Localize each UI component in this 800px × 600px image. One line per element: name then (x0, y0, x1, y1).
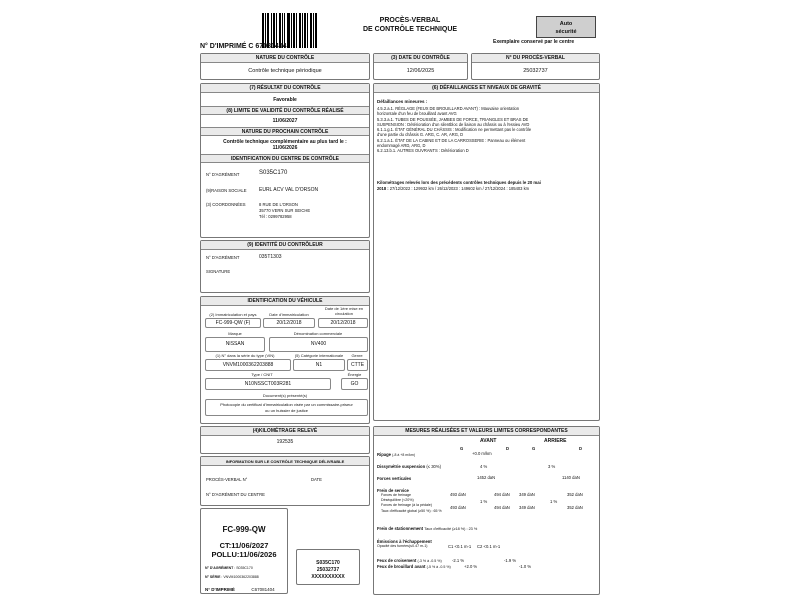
croisement-g: -2.1 % (452, 558, 465, 563)
stationnement-label: Frein de stationnement (377, 526, 424, 531)
ripage-limit: (-8 à +8 m/km) (392, 453, 415, 457)
delivrable-centre-label: N° D'AGRÉMENT DU CENTRE (206, 492, 265, 497)
nature-controle-value: Contrôle technique périodique (248, 68, 322, 74)
emissions-label: Émissions à l'échappement (377, 539, 432, 544)
km-history-year: 2018 : (377, 186, 389, 191)
type-cnit-value: N10NSSCT003R281 (205, 378, 331, 390)
centre-raison-value: EURL ACV VAL D'ORSON (259, 187, 319, 193)
defaillance-line: 6.2.13.b.1. AUTRES OUVRANTS : Détérioration D (377, 148, 469, 154)
prochain-controle-title: NATURE DU PROCHAIN CONTRÔLE (201, 127, 369, 136)
kilometrage-value: 192535 (276, 439, 294, 445)
controleur-signature-label: SIGNATURE (206, 269, 231, 274)
date-controle-box (373, 53, 468, 80)
marque-label: Marque (228, 331, 242, 336)
stamp-line-1: Auto (559, 21, 573, 27)
type-cnit-label: Type / CNIT (251, 372, 273, 377)
freinage-pedale-arriere-g: 349 daN (519, 505, 535, 510)
immat-label: (2) Immatriculation et pays (209, 312, 257, 317)
brouillard-g: +2.0 % (464, 564, 478, 569)
arriere-header: ARRIERE (544, 438, 567, 444)
km-history-title: Kilométrages relevés lors des précédents contrôles techniques depuis le 20 mai (377, 180, 541, 185)
vin-value: VNVM1000362203888 (205, 359, 291, 371)
centre-address-line-1: 8 RUE DE L'ORSON (259, 202, 298, 207)
sticker-line-2: 25032737 (316, 567, 340, 573)
arriere-g-header: G (532, 446, 536, 451)
efficacite-globale: Taux d'efficacité global (≥50 %) : 65 % (381, 509, 442, 513)
delivrable-pv-label: PROCÈS-VERBAL N° (206, 477, 248, 482)
date-controle-value: 12/06/2025 (406, 68, 435, 74)
dissymetrie-avant: 4 % (480, 464, 488, 469)
stub-ct-date: CT:11/06/2027 (219, 541, 269, 550)
document-title (355, 16, 465, 34)
centre-agrement-value: S035C170 (259, 170, 288, 176)
immat-value: FC-999-QW (F) (205, 318, 261, 328)
centre-agrement-label: N° D'AGRÉMENT (206, 172, 240, 177)
validite-title: (8) LIMITE DE VALIDITÉ DU CONTRÔLE RÉALISÉ (201, 106, 369, 115)
proces-verbal-document (195, 10, 605, 595)
brouillard-limit: (-5 % à -0.5 %) (426, 565, 451, 569)
defaillance-line: endommagé ARD, ARG, D (377, 143, 426, 149)
defaillances-minor-title: Défaillances mineures : (377, 99, 428, 104)
validite-value: 11/06/2027 (272, 118, 298, 124)
title-line-1: PROCÈS-VERBAL (379, 17, 441, 24)
nature-controle-title: NATURE DU CONTRÔLE (201, 54, 369, 63)
documents-value (205, 399, 368, 416)
freinage-pedale-arriere-d: 352 daN (567, 505, 583, 510)
brouillard-label: Feux de brouillard avant (377, 564, 426, 569)
stub-agrement-value: S035C170 (236, 566, 253, 570)
frein-service-label: Frein de service (377, 488, 409, 493)
centre-coordonnees-label: (3) COORDONNÉES (206, 202, 246, 207)
stationnement-row (377, 526, 477, 532)
stub-agrement: N° D'AGRÉMENT : S035C170 (205, 566, 253, 570)
mesures-box (373, 426, 600, 595)
dissymetrie-row (377, 464, 441, 469)
defaillance-line: 6.2.1.a.1. ÉTAT DE LA CABINE ET DE LA CARROSSERIE : Panneau ou élément (377, 137, 526, 143)
kilometrage-title: (4)KILOMÉTRAGE RELEVÉ (201, 427, 369, 436)
desequilibre-avant: 1 % (480, 499, 488, 504)
ripage-row (377, 452, 415, 458)
stub-serie-label: N° SÉRIE (205, 575, 221, 579)
sticker-box (296, 549, 360, 585)
marque-value: NISSAN (205, 337, 265, 352)
stub-serie-value: VNVM1000362203888 (223, 575, 259, 579)
stub-pollu-date: POLLU:11/06/2026 (211, 550, 277, 559)
ripage-value: +0.0 m/km (472, 451, 492, 456)
delivrable-box (200, 456, 370, 506)
freinage-avant-g: 493 daN (450, 492, 466, 497)
forces-freinage-pedale-label: Forces de freinage (à la pédale) (381, 503, 432, 507)
documents-line-1: Photocopie du certificat d'immatriculation visée par un commissaire-priseur (220, 402, 353, 407)
controleur-box (200, 240, 370, 293)
centre-raison-label: (9)RAISON SOCIALE (206, 188, 247, 193)
date-immat-value: 20/12/2018 (263, 318, 315, 328)
forces-verticales-label: Forces verticales (377, 476, 412, 481)
freinage-avant-d: 494 daN (494, 492, 510, 497)
arriere-d-header: D (579, 446, 583, 451)
desequilibre-label: Déséquilibre (<20%) (381, 498, 414, 502)
centre-address-line-2: 35770 VERN SUR SEICHE (259, 208, 311, 213)
opacite-label: Opacité des fumées(≤0.47 m-1) (377, 544, 428, 548)
km-history-line (377, 186, 529, 192)
stationnement-value: Taux d'efficacité (≥18 %) : 23 % (424, 527, 478, 531)
energie-label: Énergie (347, 372, 362, 377)
genre-label: Genre (351, 353, 363, 358)
defaillance-line: 6.1.1.g.1. ÉTAT GÉNÉRAL DU CHÂSSIS : Modification ne permettant pas le contrôle (377, 127, 532, 133)
croisement-label: Feux de croisement (377, 558, 417, 563)
avant-header: AVANT (480, 438, 497, 444)
stub-imprime-value: C67081404 (251, 587, 275, 592)
vignette-stub (200, 508, 288, 594)
centre-title: IDENTIFICATION DU CENTRE DE CONTRÔLE (201, 154, 369, 163)
categorie-value: N1 (293, 359, 345, 371)
brouillard-row (377, 564, 451, 570)
date-circulation-value: 20/12/2018 (318, 318, 368, 328)
resultat-value: Favorable (273, 97, 297, 103)
croisement-limit: (-3 % à -0.5 %) (417, 559, 442, 563)
defaillance-line: 4.5.2.a.1. RÉGLAGE (FEUX DE BROUILLARD AVANT) : Mauvaise orientation (377, 106, 520, 111)
prochain-controle-line-1: Contrôle technique complémentaire au plus tard le : (223, 139, 347, 145)
date-circulation-label: Date de 1ère mise en circulation (324, 306, 364, 316)
dissymetrie-limit: (≤ 30%) (426, 464, 441, 469)
stamp-line-2: sécurité (555, 29, 577, 35)
categorie-label: (5) Catégorie internationale (294, 353, 344, 358)
denomination-value: NV400 (269, 337, 368, 352)
controleur-agrement-label: N° D'AGRÉMENT (206, 255, 240, 260)
vehicule-box (200, 296, 370, 424)
defaillances-title: (6) DÉFAILLANCES ET NIVEAUX DE GRAVITÉ (374, 84, 599, 93)
opacite-c2: C2 <0.1 m-1 (477, 544, 501, 549)
stub-imprime-label: N° D'IMPRIMÉ (205, 587, 235, 592)
forces-verticales-avant: 1452 daN (477, 475, 496, 480)
defaillance-line: d'une partie du châssis G. ARG, C. AR, ARG, D (377, 132, 464, 138)
dissymetrie-label: Dissymétrie suspension (377, 464, 426, 469)
centre-telephone: Tél : 0299782958 (259, 214, 292, 219)
controleur-title: (9) IDENTITÉ DU CONTRÔLEUR (201, 241, 369, 250)
delivrable-title: INFORMATION SUR LE CONTRÔLE TECHNIQUE DÉLIVRABLE (201, 457, 369, 466)
defaillances-list (377, 106, 599, 154)
energie-value: GO (341, 378, 368, 390)
freinage-pedale-avant-g: 493 daN (450, 505, 466, 510)
vin-label: (1) N° dans la série du type (VIN) (215, 353, 275, 358)
delivrable-date-label: DATE (311, 477, 322, 482)
resultat-title: (7) RÉSULTAT DU CONTRÔLE (201, 84, 369, 93)
freinage-pedale-avant-d: 494 daN (494, 505, 510, 510)
numero-pv-box (471, 53, 600, 80)
controleur-agrement-value: 035T1303 (259, 254, 282, 260)
mesures-title: MESURES RÉALISÉES ET VALEURS LIMITES CORRESPONDANTES (374, 427, 599, 436)
documents-label: Document(s) présenté(s) (262, 393, 308, 398)
print-number: N° D'IMPRIMÉ C 67081404 (200, 43, 287, 50)
sticker-line-3: XXXXXXXXXX (311, 574, 345, 580)
km-history-values: 27/12/2022 : 129932 km / 26/12/2023 : 149602 km / 27/12/2024 : 185403 km (389, 186, 530, 191)
denomination-label: Dénomination commerciale (293, 331, 343, 336)
stub-serie: N° SÉRIE : VNVM1000362203888 (205, 575, 259, 579)
stub-imprime (205, 587, 275, 592)
auto-securite-stamp (536, 16, 596, 38)
kilometrage-box (200, 426, 370, 454)
date-controle-title: (3) DATE DU CONTRÔLE (374, 54, 467, 63)
genre-value: CTTE (347, 359, 368, 371)
desequilibre-arriere: 1 % (550, 499, 558, 504)
documents-line-2: ou un huissier de justice (265, 407, 308, 413)
defaillance-line: horizontale d'un feu de brouillard avant AVG (377, 111, 457, 117)
numero-pv-title: N° DU PROCÈS-VERBAL (472, 54, 599, 63)
stub-plate: FC-999-QW (222, 525, 266, 534)
dissymetrie-arriere: 3 % (548, 464, 556, 469)
numero-pv-value: 25032737 (523, 68, 548, 74)
defaillance-line: SUSPENSION : Détérioration d'un silentbloc de liaison au châssis ou à l'essieu AVD (377, 121, 530, 127)
title-line-2: DE CONTRÔLE TECHNIQUE (362, 26, 458, 33)
defaillances-box (373, 83, 600, 421)
nature-controle-box (200, 53, 370, 80)
sticker-line-1: S035C170 (316, 560, 340, 566)
forces-freinage-label: Forces de freinage (381, 493, 411, 497)
vehicule-title: IDENTIFICATION DU VÉHICULE (201, 297, 369, 306)
resultat-centre-box (200, 83, 370, 238)
prochain-controle-line-2: 11/06/2026 (272, 145, 298, 151)
freinage-arriere-d: 352 daN (567, 492, 583, 497)
brouillard-d: -1.0 % (519, 564, 532, 569)
forces-verticales-arriere: 1140 daN (562, 475, 580, 480)
croisement-d: -1.9 % (504, 558, 517, 563)
copy-note: Exemplaire conservé par le centre (493, 39, 575, 45)
defaillance-line: 5.3.3.a.1. TUBES DE POUSSÉE, JAMBES DE FORCE, TRIANGLES ET BRAS DE (377, 116, 529, 122)
stub-agrement-label: N° D'AGRÉMENT (205, 566, 234, 570)
opacite-c1: C1 <0.1 m-1 (448, 544, 472, 549)
ripage-label: Ripage (377, 452, 391, 457)
avant-g-header: G (460, 446, 464, 451)
avant-d-header: D (506, 446, 510, 451)
freinage-arriere-g: 349 daN (519, 492, 535, 497)
date-immat-label: Date d'immatriculation (269, 312, 309, 317)
